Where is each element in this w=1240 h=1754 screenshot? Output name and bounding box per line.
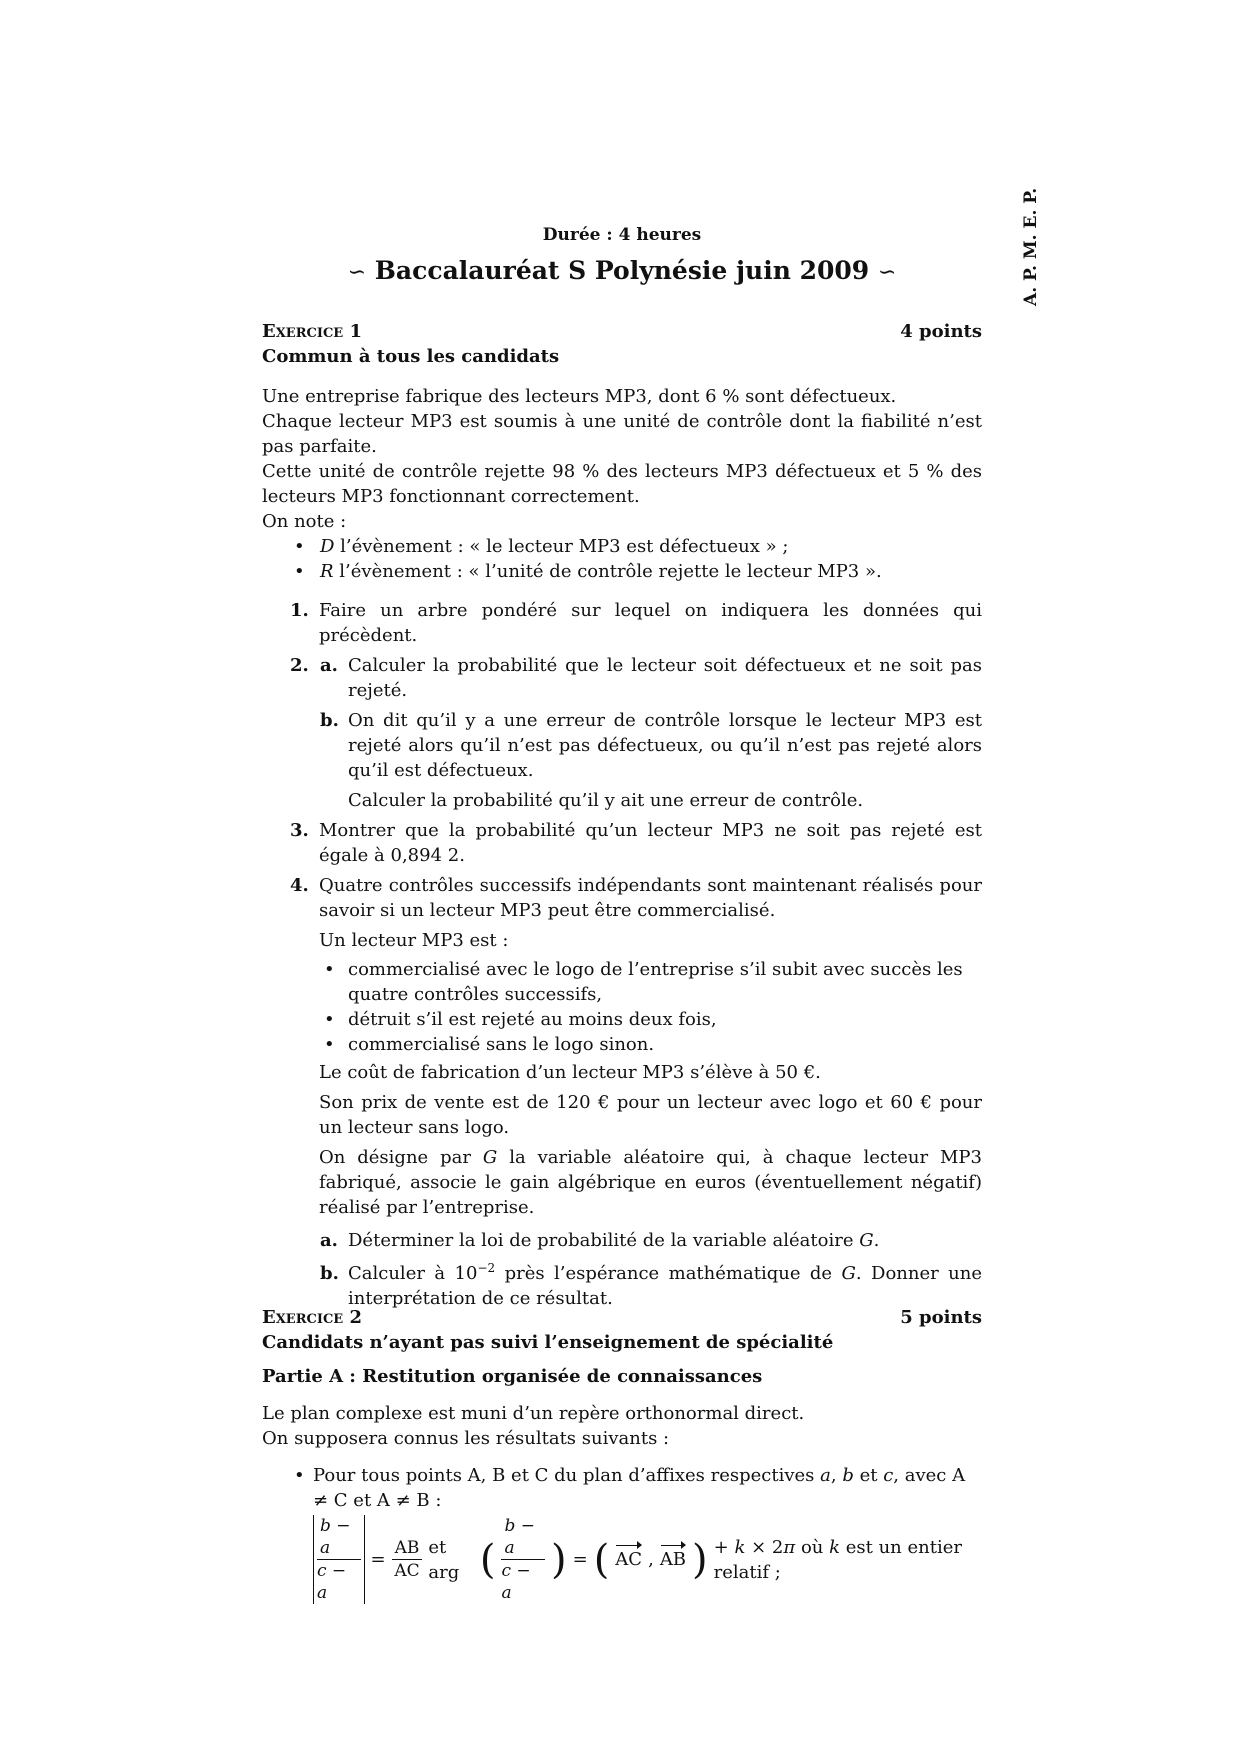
denominator: c − a (317, 1561, 347, 1603)
list-item: • commercialisé avec le logo de l’entreprise s’il subit avec succès les quatre contrôles successifs, (262, 957, 982, 1007)
equals: = (572, 1549, 588, 1570)
exercise-1-header (262, 319, 982, 344)
denominator: AC (394, 1561, 420, 1581)
question-1 (262, 598, 982, 648)
var-g: G (841, 1263, 856, 1284)
bullet-event-r (262, 559, 982, 584)
intro-line: Chaque lecteur MP3 est soumis à une unité de contrôle dont la fiabilité n’est pas parfaite. (262, 411, 982, 457)
var-d: D (320, 536, 335, 557)
paren-open: ( (479, 1536, 496, 1583)
question-number: 4. (290, 875, 309, 896)
formula (313, 1515, 982, 1604)
exercise-1 (262, 319, 982, 1311)
intro-line: Une entreprise fabrique des lecteurs MP3, dont 6 % sont défectueux. (262, 386, 897, 407)
var-k: k (829, 1536, 841, 1558)
question-4-cost: Le coût de fabrication d’un lecteur MP3 s’élève à 50 €. (319, 1062, 821, 1083)
text: × 2 (745, 1536, 784, 1558)
var-g: G (482, 1147, 498, 1168)
vector-ab: AB (659, 1549, 687, 1570)
part-a-title: Partie A : Restitution organisée de connaissances (262, 1366, 763, 1387)
intro-line: On note : (262, 511, 347, 532)
title-text: Baccalauréat S Polynésie juin 2009 (374, 256, 870, 285)
page-title (262, 254, 982, 290)
question-3 (262, 818, 982, 868)
var-b: b (842, 1465, 854, 1486)
exercise-2-header (262, 1305, 982, 1330)
fraction (392, 1537, 423, 1582)
intro-line: Cette unité de contrôle rejette 98 % des lecteurs MP3 défectueux et 5 % des lecteurs MP3 fonctionnant correctement. (262, 461, 982, 507)
text: , (648, 1549, 654, 1570)
exercise-1-intro (262, 384, 982, 584)
numerator: AB (392, 1537, 423, 1560)
exponent: −2 (477, 1261, 496, 1275)
text: Pour tous points A, B et C du plan d’affixes respectives (313, 1465, 821, 1486)
paren-close: ) (692, 1536, 708, 1583)
exercise-2-label: Exercice 2 (262, 1307, 362, 1328)
modulus (313, 1515, 365, 1604)
var-c: c (883, 1465, 894, 1486)
exercise-2-points: 5 points (900, 1307, 982, 1328)
question-text: Montrer que la probabilité qu’un lecteur MP3 ne soit pas rejeté est égale à 0,894 2. (319, 820, 982, 866)
var-r: R (320, 561, 334, 582)
fraction (317, 1515, 361, 1604)
text: . Donner une interprétation de ce résultat. (348, 1263, 983, 1309)
text: + (713, 1536, 735, 1558)
question-text: Faire un arbre pondéré sur lequel on indiquera les données qui précèdent. (319, 600, 982, 646)
numerator: b − a (501, 1515, 545, 1560)
list-item: • commercialisé sans le logo sinon. (262, 1032, 982, 1057)
question-4-price: Son prix de vente est de 120 € pour un lecteur avec logo et 60 € pour un lecteur sans logo. (319, 1092, 982, 1138)
fraction (501, 1515, 545, 1604)
question-number: 1. (290, 600, 309, 621)
denominator: c − a (501, 1561, 531, 1603)
equals: = (370, 1549, 386, 1570)
text: Calculer à 10 (348, 1263, 478, 1284)
text: la variable aléatoire qui, à chaque lecteur MP3 fabriqué, associe le gain algébrique en euros (éventuellement négatif) réalisé par l’entreprise. (319, 1147, 983, 1218)
question-text: Quatre contrôles successifs indépendants sont maintenant réalisés pour savoir si un lecteur MP3 peut être commercialisé. (319, 875, 982, 921)
known-result-bullet (262, 1463, 982, 1604)
subquestion-number: a. (320, 1230, 338, 1251)
text: et arg (428, 1536, 460, 1583)
subquestion-number: b. (320, 710, 339, 731)
vector-ac: AC (615, 1549, 643, 1570)
var-k: k (734, 1536, 746, 1558)
text: On désigne par (319, 1147, 483, 1168)
bullet-text: l’évènement : « l’unité de contrôle rejette le lecteur MP3 ». (333, 561, 882, 582)
subquestion-number: b. (320, 1263, 339, 1284)
paren-open: ( (593, 1536, 610, 1583)
text: et (853, 1465, 884, 1486)
question-number: 2. (290, 655, 309, 676)
var-a: a (820, 1465, 831, 1486)
text: est un entier relatif ; (713, 1536, 962, 1583)
paren-close: ) (550, 1536, 567, 1583)
formula-tail (714, 1535, 982, 1585)
text: où (795, 1536, 830, 1558)
exercise-1-subtitle: Commun à tous les candidats (262, 346, 560, 367)
text: Déterminer la loi de probabilité de la variable aléatoire (348, 1230, 860, 1251)
exercise-1-points: 4 points (900, 321, 982, 342)
duration: Durée : 4 heures (542, 225, 702, 245)
intro-line: Le plan complexe est muni d’un repère orthonormal direct. (262, 1403, 805, 1424)
list-item: • détruit s’il est rejeté au moins deux fois, (262, 1007, 982, 1032)
subquestion-number: a. (320, 655, 338, 676)
intro-line: On supposera connus les résultats suivants : (262, 1428, 670, 1449)
question-4-bullets (262, 957, 982, 1057)
var-g: G (859, 1230, 874, 1251)
question-2a (319, 653, 982, 703)
questions (262, 598, 982, 1311)
text: , (830, 1465, 843, 1486)
apmep-side-label: A. P. M. E. P. (1021, 187, 1041, 306)
ornament-left-icon: ∽ (347, 260, 367, 285)
var-pi: π (783, 1536, 796, 1558)
numerator: b − a (317, 1515, 361, 1560)
bullet-event-d (262, 534, 982, 559)
question-4b (262, 1261, 982, 1311)
subquestion-text: On dit qu’il y a une erreur de contrôle lorsque le lecteur MP3 est rejeté alors qu’il n’est pas défectueux, ou qu’il n’est pas rejeté alors qu’il est défectueux. (348, 710, 982, 781)
text: près l’espérance mathématique de (495, 1263, 842, 1284)
exercise-2 (262, 1305, 982, 1604)
exercise-1-label: Exercice 1 (262, 321, 362, 342)
subquestion-text: Calculer la probabilité que le lecteur soit défectueux et ne soit pas rejeté. (348, 655, 982, 701)
question-2b (262, 708, 982, 783)
question-4-lead: Un lecteur MP3 est : (319, 930, 509, 951)
question-4 (262, 873, 982, 923)
bullet-text: l’évènement : « le lecteur MP3 est défectueux » ; (334, 536, 789, 557)
question-2b-followup: Calculer la probabilité qu’il y ait une erreur de contrôle. (348, 790, 864, 811)
question-4a (262, 1228, 982, 1253)
text: , avec A ≠ C et A ≠ B : (313, 1465, 966, 1511)
question-2 (262, 653, 982, 703)
ornament-right-icon: ∽ (877, 260, 897, 285)
question-4-variable (262, 1145, 982, 1220)
text: . (873, 1230, 880, 1251)
exercise-2-subtitle: Candidats n’ayant pas suivi l’enseignement de spécialité (262, 1332, 834, 1353)
question-number: 3. (290, 820, 309, 841)
